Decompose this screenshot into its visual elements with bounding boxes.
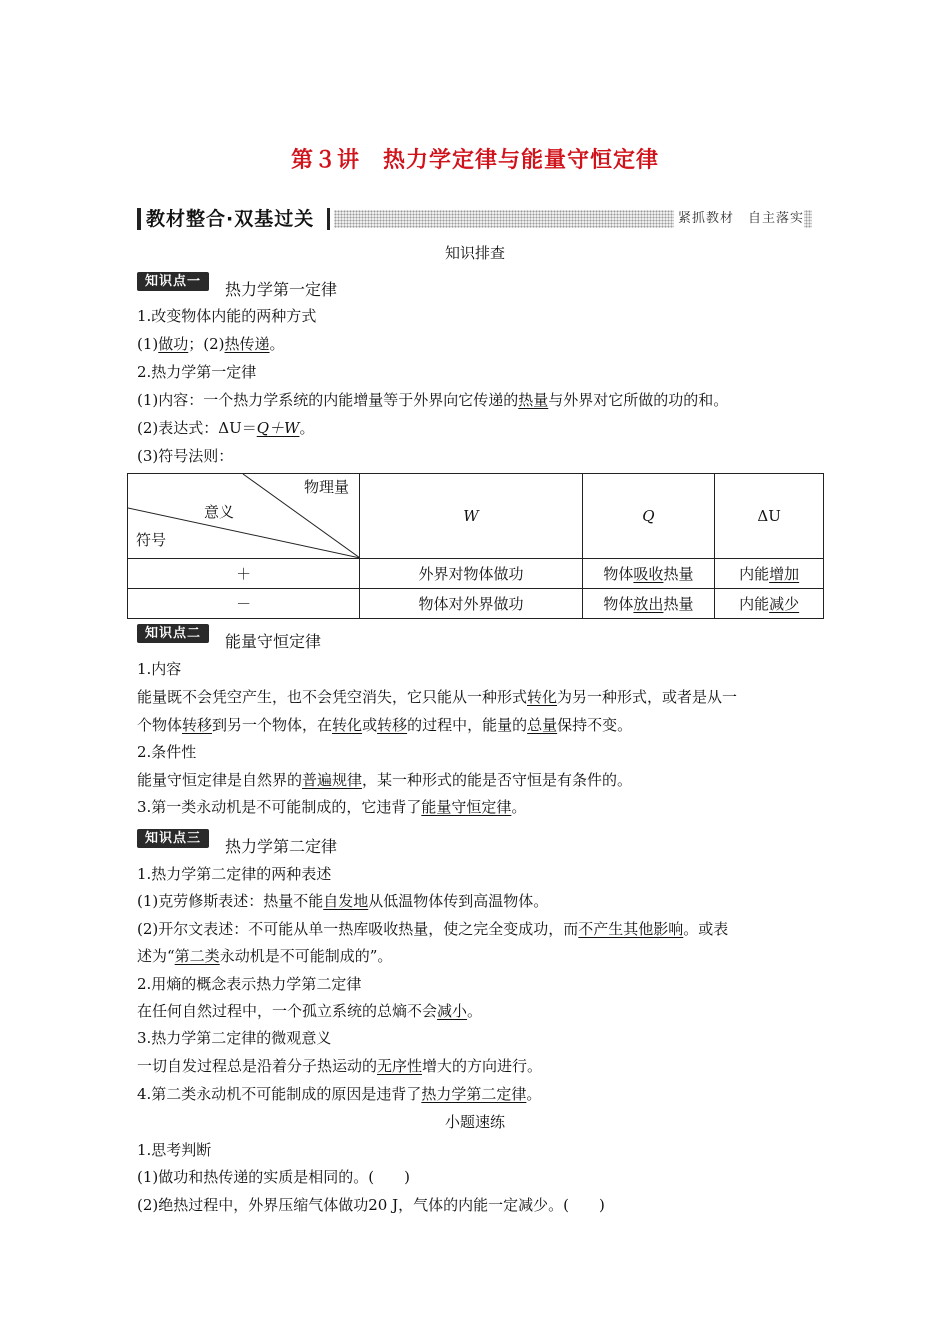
- banner-bar-right: [327, 208, 330, 230]
- sign-rule-table: [127, 473, 824, 619]
- banner-right-text: 紧抓教材 自主落实: [674, 210, 804, 228]
- kp2-line2: 能量既不会凭空产生，也不会凭空消失，它只能从一种形式转化为另一种形式，或者是从一: [137, 688, 738, 706]
- row-minus-q: 物体放出热量: [582, 589, 715, 619]
- kp2-line6: 3.第一类永动机是不可能制成的，它违背了能量守恒定律。: [137, 798, 527, 816]
- kp3-line8: 一切自发过程总是沿着分子热运动的无序性增大的方向进行。: [137, 1057, 543, 1075]
- drill-line1: 1.思考判断: [137, 1141, 212, 1159]
- kp3-line4: 述为“第二类永动机是不可能制成的”。: [137, 947, 393, 965]
- kp2-title: 能量守恒定律: [225, 632, 322, 651]
- drill-question-2: (2)绝热过程中，外界压缩气体做功20 J，气体的内能一定减少。( ): [137, 1196, 605, 1214]
- kp1-line2: (1)做功；(2)热传递。: [137, 335, 285, 353]
- drill-question-1: (1)做功和热传递的实质是相同的。( ): [137, 1168, 410, 1186]
- row-plus-sign: ＋: [128, 559, 360, 589]
- kp3-line7: 3.热力学第二定律的微观意义: [137, 1029, 332, 1047]
- kp1-title: 热力学第一定律: [225, 280, 338, 299]
- kp3-title: 热力学第二定律: [225, 837, 338, 856]
- col-header-du: ΔU: [715, 474, 824, 559]
- col-header-w: W: [360, 474, 582, 559]
- kp1-badge: 知识点一: [137, 272, 209, 291]
- kp3-line3: (2)开尔文表述：不可能从单一热库吸收热量，使之完全变成功，而不产生其他影响。或表: [137, 920, 729, 938]
- header-sign: 符号: [136, 531, 167, 549]
- kp1-line6: (3)符号法则：: [137, 447, 234, 465]
- table-diagonal-header: [128, 474, 360, 559]
- banner-label: 教材整合·双基过关: [146, 208, 315, 230]
- row-minus-sign: －: [128, 589, 360, 619]
- kp3-badge: 知识点三: [137, 829, 209, 848]
- col-header-q: Q: [582, 474, 715, 559]
- kp1-line1: 1.改变物体内能的两种方式: [137, 307, 317, 325]
- kp2-line4: 2.条件性: [137, 743, 197, 761]
- header-meaning: 意义: [204, 503, 235, 521]
- row-plus-du: 内能增加: [715, 559, 824, 589]
- section-heading-review: 知识排查: [444, 244, 505, 262]
- kp3-line1: 1.热力学第二定律的两种表述: [137, 865, 332, 883]
- kp1-line5: (2)表达式：ΔU＝Q＋W。: [137, 419, 315, 437]
- kp1-line4: (1)内容：一个热力学系统的内能增量等于外界向它传递的热量与外界对它所做的功的和。: [137, 391, 729, 409]
- row-plus-w: 外界对物体做功: [360, 559, 582, 589]
- kp2-line3: 个物体转移到另一个物体，在转化或转移的过程中，能量的总量保持不变。: [137, 716, 633, 734]
- row-plus-q: 物体吸收热量: [582, 559, 715, 589]
- row-minus-du: 内能减少: [715, 589, 824, 619]
- page-title: 第３讲 热力学定律与能量守恒定律: [290, 148, 659, 173]
- kp3-line5: 2.用熵的概念表示热力学第二定律: [137, 975, 362, 993]
- kp2-line5: 能量守恒定律是自然界的普遍规律，某一种形式的能是否守恒是有条件的。: [137, 771, 633, 789]
- section-banner: [137, 206, 812, 232]
- section-heading-drill: 小题速练: [444, 1113, 505, 1131]
- kp2-line1: 1.内容: [137, 660, 182, 678]
- kp3-line9: 4.第二类永动机不可能制成的原因是违背了热力学第二定律。: [137, 1085, 542, 1103]
- row-minus-w: 物体对外界做功: [360, 589, 582, 619]
- banner-bar-left: [137, 208, 141, 230]
- kp3-line2: (1)克劳修斯表述：热量不能自发地从低温物体传到高温物体。: [137, 892, 549, 910]
- header-quantity: 物理量: [304, 478, 350, 496]
- kp2-badge: 知识点二: [137, 624, 209, 643]
- kp1-line3: 2.热力学第一定律: [137, 363, 257, 381]
- kp3-line6: 在任何自然过程中，一个孤立系统的总熵不会减小。: [137, 1002, 483, 1020]
